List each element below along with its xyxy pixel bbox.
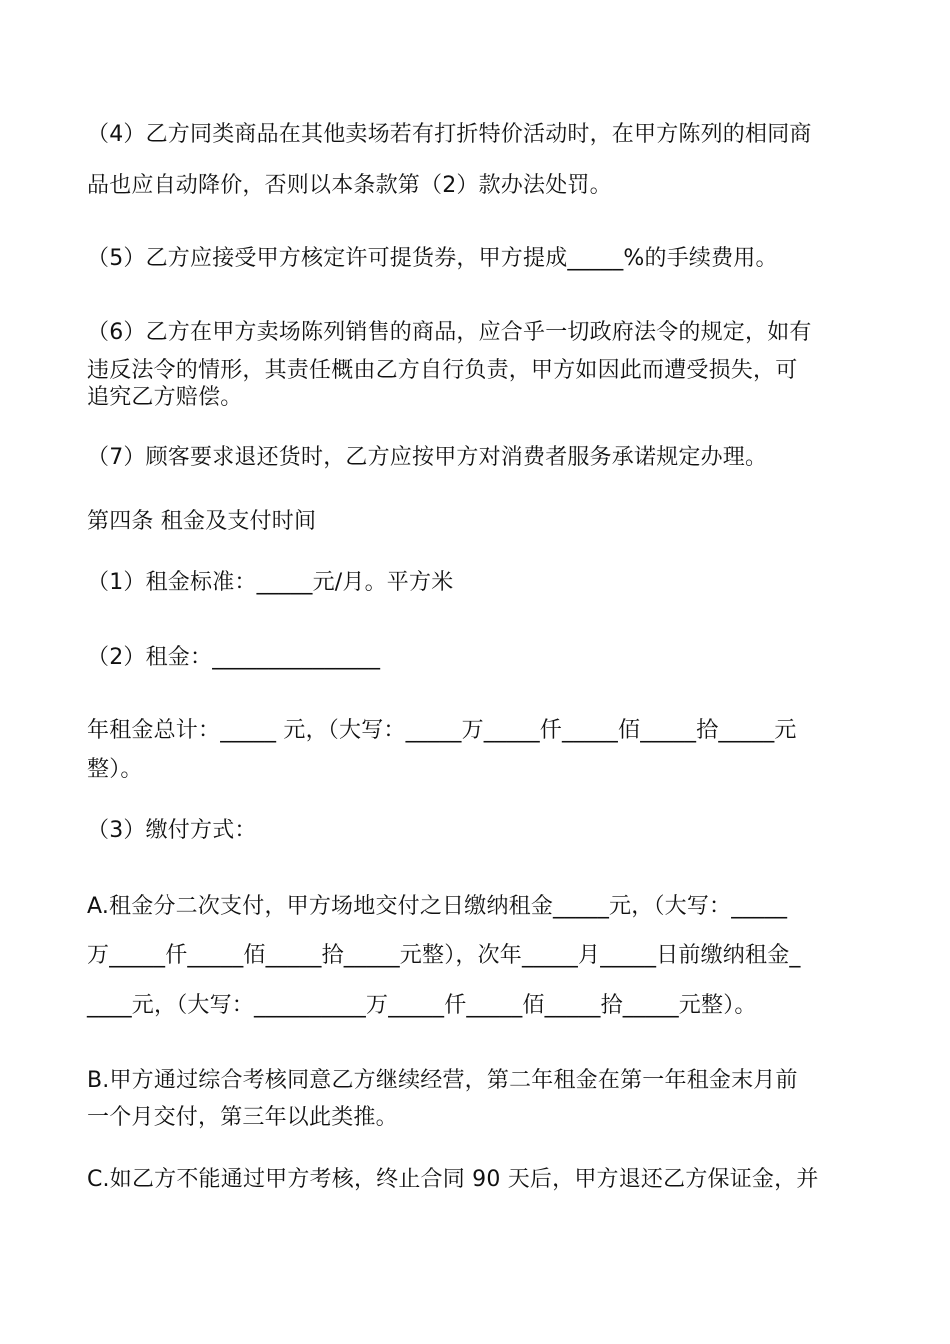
text-line: （5）乙方应接受甲方核定许可提货券，甲方提成_____%的手续费用。 [87, 246, 778, 271]
text-line: （7）顾客要求退还货时，乙方应按甲方对消费者服务承诺规定办理。 [87, 445, 768, 470]
section-heading: 第四条 租金及支付时间 [87, 509, 317, 534]
text-line: （6）乙方在甲方卖场陈列销售的商品，应合乎一切政府法令的规定，如有 [87, 320, 812, 345]
text-line: 品也应自动降价，否则以本条款第（2）款办法处罚。 [87, 173, 612, 198]
text-line: C.如乙方不能通过甲方考核，终止合同 90 天后，甲方退还乙方保证金，并 [87, 1167, 819, 1192]
text-line: （3）缴付方式： [87, 818, 257, 843]
text-line: 追究乙方赔偿。 [87, 385, 243, 410]
text-line: 年租金总计：_____ 元，（大写：_____万_____仟_____佰_____拾_____元 [87, 718, 797, 743]
text-line: 整）。 [87, 757, 143, 782]
text-line: （4）乙方同类商品在其他卖场若有打折特价活动时，在甲方陈列的相同商 [87, 122, 812, 147]
text-line: B.甲方通过综合考核同意乙方继续经营，第二年租金在第一年租金末月前 [87, 1068, 798, 1093]
text-line: 一个月交付，第三年以此类推。 [87, 1105, 398, 1130]
text-line: 万_____仟_____佰_____拾_____元整），次年_____月_____日前缴纳租金_ [87, 943, 801, 968]
text-line: ____元，（大写：__________万_____仟_____佰_____拾_____元整）。 [87, 993, 757, 1018]
text-line: 违反法令的情形，其责任概由乙方自行负责，甲方如因此而遭受损失，可 [87, 358, 798, 383]
text-line: （1）租金标准：_____元/月。平方米 [87, 570, 454, 595]
text-line: （2）租金：_______________ [87, 645, 381, 670]
text-line: A.租金分二次支付，甲方场地交付之日缴纳租金_____元，（大写：_____ [87, 894, 788, 919]
